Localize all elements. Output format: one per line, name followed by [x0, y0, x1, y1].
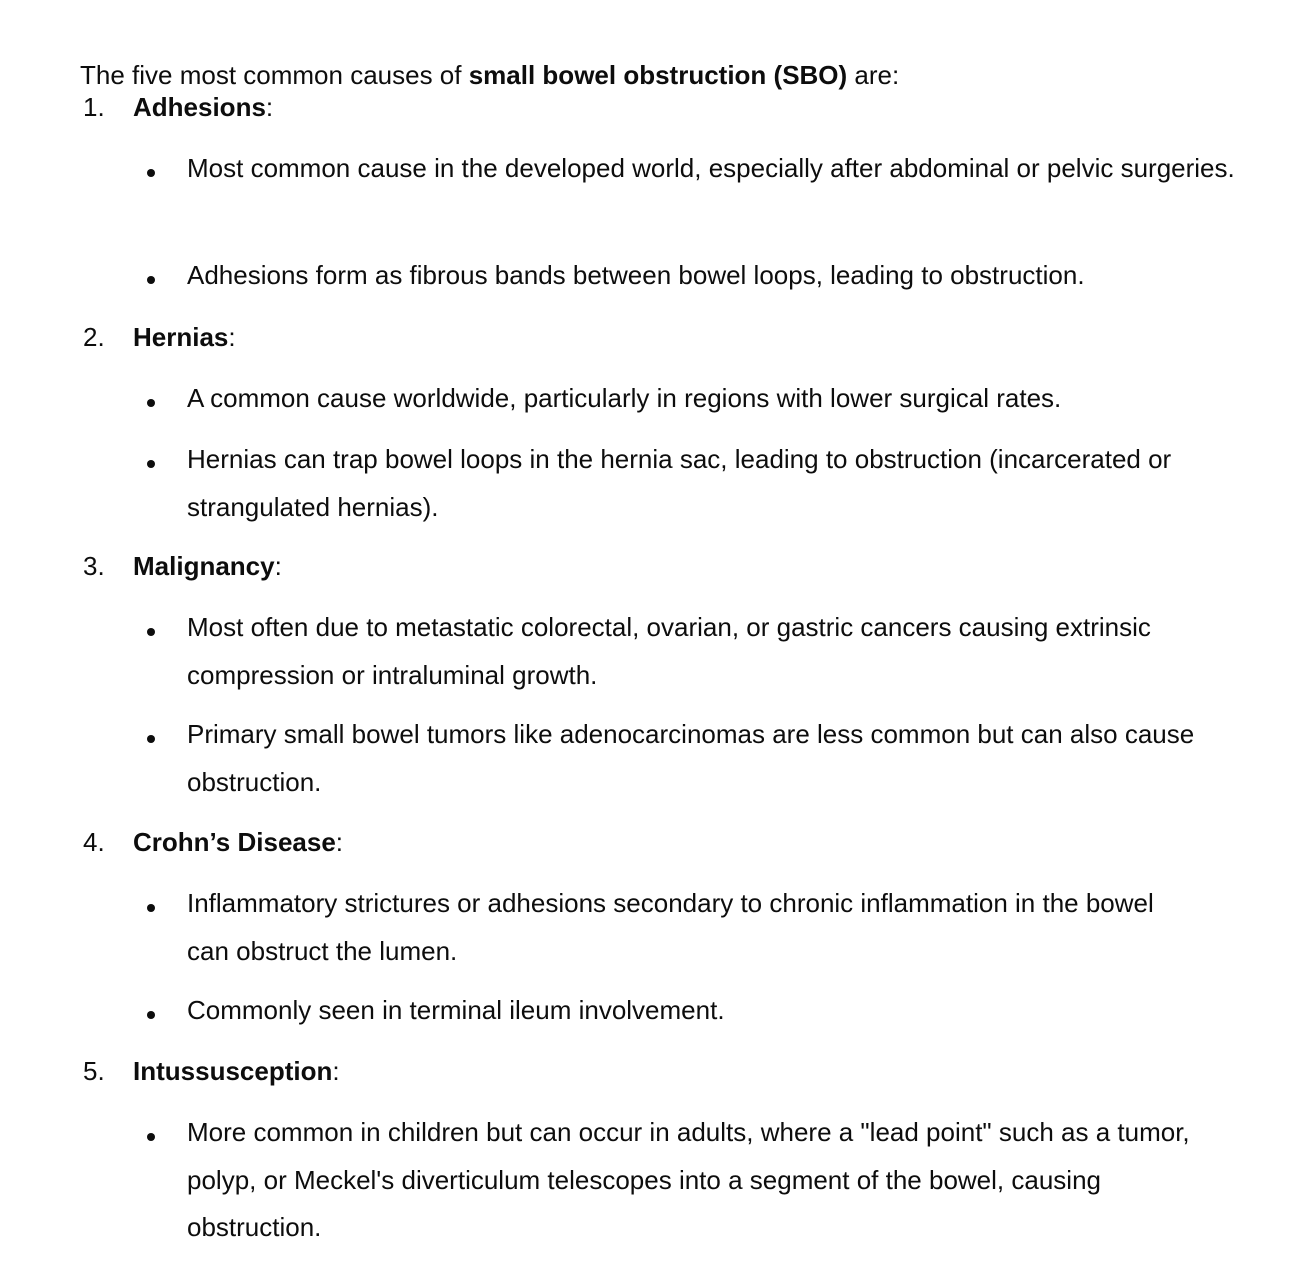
- bullet-text: Primary small bowel tumors like adenocarcinomas are less common but can also cause obstruction.: [187, 719, 1195, 797]
- bullet-dot-icon: [147, 1133, 155, 1141]
- cause-title-bold: Adhesions: [133, 92, 266, 122]
- cause-title-bold: Malignancy: [133, 551, 275, 581]
- cause-title: [133, 318, 236, 356]
- cause-title-bold: Crohn’s Disease: [133, 827, 336, 857]
- cause-title-colon: :: [228, 322, 236, 352]
- bullet-text: Most common cause in the developed world, especially after abdominal or pelvic surgeries.: [187, 153, 1235, 183]
- cause-number: 3.: [83, 551, 105, 581]
- cause-number: 1.: [83, 92, 105, 122]
- cause-title: [133, 88, 273, 126]
- cause-title-colon: :: [265, 92, 274, 122]
- bullet-dot-icon: [147, 460, 155, 468]
- bullet-text: More common in children but can occur in adults, where a "lead point" such as a tumor, polyp, or Meckel's diverticulum telescopes into a segment of the bowel, causing obstruction.: [187, 1117, 1190, 1242]
- cause-number: 2.: [83, 322, 105, 352]
- cause-title-bold: Hernias: [133, 322, 229, 352]
- bullet-dot-icon: [147, 169, 155, 177]
- cause-title-colon: :: [332, 1056, 340, 1086]
- intro-prefix: The five most common causes of: [80, 60, 469, 90]
- bullet-dot-icon: [147, 904, 155, 912]
- cause-title-bold: Intussusception: [133, 1056, 333, 1086]
- cause-title: [133, 547, 282, 585]
- cause-title: [133, 1052, 340, 1090]
- bullet-text: Hernias can trap bowel loops in the hernia sac, leading to obstruction (incarcerated or strangulated hernias).: [187, 444, 1172, 522]
- cause-number: 5.: [83, 1056, 105, 1086]
- bullet-dot-icon: [147, 1011, 155, 1019]
- bullet-text: Inflammatory strictures or adhesions secondary to chronic inflammation in the bowel can obstruct the lumen.: [187, 888, 1154, 966]
- cause-title: [133, 823, 343, 861]
- bullet-text: Commonly seen in terminal ileum involvement.: [187, 995, 725, 1025]
- bullet-dot-icon: [147, 735, 155, 743]
- cause-title-colon: :: [274, 551, 282, 581]
- bullet-text: Adhesions form as fibrous bands between bowel loops, leading to obstruction.: [187, 260, 1085, 290]
- intro-suffix: are:: [847, 60, 900, 90]
- bullet-dot-icon: [147, 399, 155, 407]
- cause-number: 4.: [83, 827, 105, 857]
- bullet-text: A common cause worldwide, particularly in regions with lower surgical rates.: [187, 383, 1062, 413]
- bullet-dot-icon: [147, 628, 155, 636]
- bullet-text: Most often due to metastatic colorectal, ovarian, or gastric cancers causing extrinsic compression or intraluminal growth.: [187, 612, 1151, 690]
- intro-bold-term: small bowel obstruction (SBO): [468, 60, 848, 90]
- cause-title-colon: :: [335, 827, 344, 857]
- bullet-dot-icon: [147, 276, 155, 284]
